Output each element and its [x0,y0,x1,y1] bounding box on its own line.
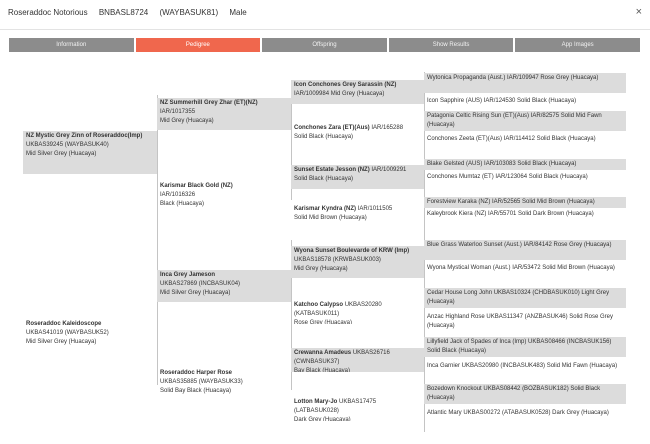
pedigree-g4-7[interactable] [424,197,626,208]
pedigree-g4-14[interactable] [424,361,626,381]
pedigree-g3-3[interactable] [291,165,424,189]
ancestor-name: Lotton Mary-Jo [294,399,338,405]
pedigree-g4-5[interactable] [424,159,626,170]
ancestor-text: Blake Gelsted (AUS) IAR/103083 Solid Black (Huacaya) [427,161,577,167]
ancestor-name: NZ Summerhill Grey Zhar (ET)(NZ) [160,100,258,106]
ancestor-text: Icon Sapphire (AUS) IAR/124530 Solid Black (Huacaya) [427,98,577,104]
ancestor-color: Dark Grey (Huacaya) [294,417,351,421]
ancestor-reg: IAR/1011505 [357,206,393,212]
pedigree-dam-sire[interactable] [157,270,291,302]
connector-line [157,95,158,385]
sire-color: Mid Silver Grey (Huacaya) [26,151,97,157]
animal-sex: Male [229,8,247,17]
pedigree-g3-7[interactable] [291,348,424,372]
pedigree-g3-2[interactable] [291,123,424,147]
pedigree-sire[interactable] [23,131,157,174]
ancestor-color: Mid Silver Grey (Huacaya) [160,290,231,296]
animal-name: Roseraddoc Notorious [8,8,88,17]
ancestor-reg: IAR/1017355 [160,109,196,115]
ancestor-reg: UKBAS17475 (LATBASUK028) [294,399,377,414]
pedigree-g4-6[interactable] [424,172,626,192]
close-icon[interactable]: × [635,6,642,18]
ancestor-text: Kaleybrook Kiera (NZ) IAR/55701 Solid Dark Brown (Huacaya) [427,211,594,217]
pedigree-sire-sire[interactable] [157,98,291,130]
pedigree-g4-10[interactable] [424,263,626,283]
ancestor-reg: IAR/1016326 [160,192,196,198]
ancestor-name: Conchones Zara (ET)(Aus) [294,125,370,131]
ancestor-reg: IAR/1009291 [371,167,407,173]
pedigree-g4-15[interactable] [424,384,626,404]
ancestor-color: Mid Grey (Huacaya) [330,91,385,97]
ancestor-reg: IAR/165288 [371,125,404,131]
ancestor-name: Crewanna Amadeus [294,350,352,356]
dam-color: Mid Silver Grey (Huacaya) [26,339,97,345]
pedigree-g3-4[interactable] [291,204,424,228]
ancestor-color: Solid Black (Huacaya) [294,134,354,140]
ancestor-color: Rose Grey (Huacaya) [294,320,353,324]
ancestor-color: Black (Huacaya) [160,201,205,207]
ancestor-name: Icon Conchones Grey Sarassin (NZ) [294,82,397,88]
ancestor-text: Anzac Highland Rose UKBAS11347 (ANZBASUK46) Solid Rose Grey (Huacaya) [427,314,613,329]
ancestor-text: Conchones Zeeta (ET)(Aus) IAR/114412 Solid Black (Huacaya) [427,136,596,142]
ancestor-color: Solid Mid Brown (Huacaya) [294,215,367,221]
tab-offspring[interactable]: Offspring [262,38,387,52]
ancestor-text: Lillyfield Jack of Spades of Inca (Imp) UKBAS08466 (INCBASUK156) Solid Black (Huacaya) [427,339,612,354]
ancestor-text: Patagonia Celtic Rising Sun (ET)(Aus) IAR/82575 Solid Mid Fawn (Huacaya) [427,113,602,128]
pedigree-g3-6[interactable] [291,300,424,324]
animal-alt-reg: (WAYBASUK81) [159,8,219,17]
pedigree-sire-dam[interactable] [157,181,291,213]
ancestor-name: Karismar Black Gold (NZ) [160,183,233,189]
tab-information[interactable]: Information [9,38,134,52]
pedigree-g4-11[interactable] [424,288,626,308]
ancestor-name: Karismar Kyndra (NZ) [294,206,357,212]
ancestor-color: Mid Grey (Huacaya) [294,266,348,272]
ancestor-reg: UKBAS26716 (CWNBASUK37) [294,350,390,365]
ancestor-text: Conchones Mumtaz (ET) IAR/123064 Solid Black (Huacaya) [427,174,588,180]
pedigree-g4-9[interactable] [424,240,626,260]
ancestor-reg: UKBAS27869 (INCBASUK04) [160,281,241,287]
pedigree-g4-3[interactable] [424,111,626,131]
ancestor-text: Atlantic Mary UKBAS00272 (ATABASUK0528) Dark Grey (Huacaya) [427,410,609,416]
pedigree-g3-5[interactable] [291,246,424,278]
ancestor-reg: UKBAS20280 (KATBASUK011) [294,302,382,317]
ancestor-color: Solid Bay Black (Huacaya) [160,388,232,394]
ancestor-color: Mid Grey (Huacaya) [160,118,214,124]
ancestor-text: Blue Grass Waterloo Sunset (Aust.) IAR/84142 Rose Grey (Huacaya) [427,242,612,248]
ancestor-text: Forestview Karaka (NZ) IAR/52565 Solid Mid Brown (Huacaya) [427,199,595,205]
sire-name: NZ Mystic Grey Zinn of Roseraddoc(Imp) [26,133,143,139]
ancestor-name: Wyona Sunset Boulevarde of KRW (Imp) [294,248,410,254]
ancestor-color: Bay Black (Huacaya) [294,368,351,372]
pedigree-g3-1[interactable] [291,80,424,104]
ancestor-color: Solid Black (Huacaya) [294,176,354,182]
ancestor-text: Wyona Mystical Woman (Aust.) IAR/53472 Solid Mid Brown (Huacaya) [427,265,615,271]
ancestor-text: Bozedown Knockout UKBAS08442 (BOZBASUK182) Solid Black (Huacaya) [427,386,601,401]
ancestor-text: Inca Garnier UKBAS20980 (INCBASUK483) Solid Mid Fawn (Huacaya) [427,363,618,369]
pedigree-dam[interactable] [23,319,157,353]
pedigree-g4-16[interactable] [424,408,626,428]
ancestor-name: Inca Grey Jameson [160,272,216,278]
ancestor-name: Sunset Estate Jesson (NZ) [294,167,370,173]
tab-pedigree[interactable]: Pedigree [136,38,261,52]
pedigree-g4-13[interactable] [424,337,626,357]
pedigree-g3-8[interactable] [291,397,424,421]
ancestor-reg: UKBAS35885 (WAYBASUK33) [160,379,243,385]
pedigree-g4-1[interactable] [424,73,626,93]
pedigree-dam-dam[interactable] [157,368,291,400]
pedigree-g4-12[interactable] [424,312,626,332]
dam-name: Roseraddoc Kaleidoscope [26,321,102,327]
sire-reg: UKBAS39245 (WAYBASUK40) [26,142,109,148]
tab-show-results[interactable]: Show Results [389,38,514,52]
animal-reg: BNBASL8724 [98,8,149,17]
ancestor-reg: UKBAS18578 (KRWBASUK003) [294,257,381,263]
pedigree-g4-8[interactable] [424,209,626,229]
pedigree-g4-4[interactable] [424,134,626,154]
ancestor-name: Katchoo Calypso [294,302,344,308]
tab-app-images[interactable]: App Images [515,38,640,52]
pedigree-g4-2[interactable] [424,96,626,108]
ancestor-name: Roseraddoc Harper Rose [160,370,233,376]
dam-reg: UKBAS41019 (WAYBASUK52) [26,330,109,336]
ancestor-reg: IAR/1009984 [294,91,330,97]
ancestor-text: Wytonica Propaganda (Aust.) IAR/109947 Rose Grey (Huacaya) [427,75,599,81]
ancestor-text: Cedar House Long John UKBAS10324 (CHDBASUK010) Light Grey (Huacaya) [427,290,610,305]
